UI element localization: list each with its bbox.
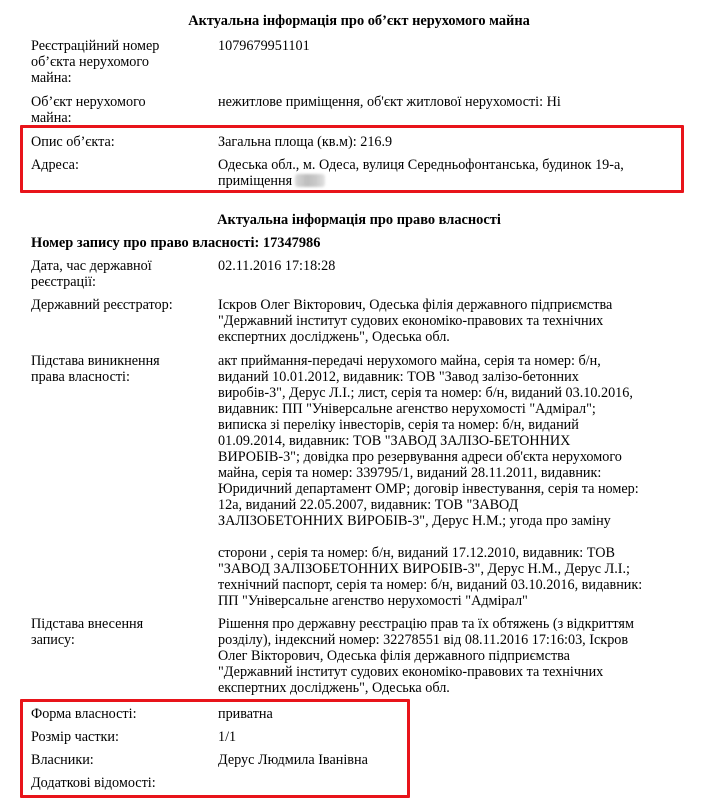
registrar-value: Іскров Олег Вікторович, Одеська філія державного підприємства "Державний інститут судових економіко-правових та технічних експертних досліджень", Одеська обл. xyxy=(218,297,613,345)
registration-date-label: Дата, час державної реєстрації: xyxy=(31,258,152,290)
address-value: Одеська обл., м. Одеса, вулиця Середньофонтанська, будинок 19-а, приміщення xyxy=(218,157,624,189)
share-size-value: 1/1 xyxy=(218,729,237,745)
owners-label: Власники: xyxy=(31,752,94,768)
object-section-title: Актуальна інформація про об’єкт нерухомого майна xyxy=(188,13,530,29)
object-type-value: нежитлове приміщення, об'єкт житлової нерухомості: Ні xyxy=(218,94,561,110)
ownership-form-label: Форма власності: xyxy=(31,706,137,722)
additional-info-label: Додаткові відомості: xyxy=(31,775,156,791)
redacted-blur xyxy=(295,174,325,187)
object-type-label: Об’єкт нерухомого майна: xyxy=(31,94,146,126)
registration-number-label: Реєстраційний номер об’єкта нерухомого майна: xyxy=(31,38,160,86)
ownership-record-header: Номер запису про право власності: 17347986 xyxy=(31,235,321,251)
ownership-form-value: приватна xyxy=(218,706,273,722)
owners-value: Дерус Людмила Іванівна xyxy=(218,752,368,768)
ownership-basis-label: Підстава виникнення права власності: xyxy=(31,353,160,385)
ownership-basis-value: акт приймання-передачі нерухомого майна, серія та номер: б/н, виданий 10.01.2012, видавник: ТОВ "Завод залізо-бетонних виробів-3", Дерус Л.І.; лист, серія та номер: б/н, виданий 03.10.2016, видавник: ПП "Універсальне агенство нерухомості "Адмірал"; виписка зі переліку інвесторів, серія та номер: б/н, виданий 01.09.2014, видавник: ТОВ "ЗАВОД ЗАЛІЗО-БЕТОННИХ ВИРОБІВ-3"; довідка про резервування адреси об'єкта нерухомого майна, серія та номер: 339795/1, виданий 28.11.2011, видавник: Юридичний департамент ОМР; договір інвестування, серія та номер: 12а, виданий 22.05.2007, видавник: ТОВ "ЗАВОД ЗАЛІЗОБЕТОННИХ ВИРОБІВ-3", Дерус Н.М.; угода про заміну сторони , серія та номер: б/н, виданий 17.12.2010, видавник: ТОВ "ЗАВОД ЗАЛІЗОБЕТОННИХ ВИРОБІВ-3", Дерус Н.М., Дерус Л.І.; технічний паспорт, серія та номер: б/н, виданий 03.10.2016, видавник: ПП "Універсальне агенство нерухомості "Адмірал" xyxy=(218,353,643,609)
record-basis-label: Підстава внесення запису: xyxy=(31,616,144,648)
registrar-label: Державний реєстратор: xyxy=(31,297,173,313)
ownership-section-title: Актуальна інформація про право власності xyxy=(217,212,501,228)
share-size-label: Розмір частки: xyxy=(31,729,119,745)
address-label: Адреса: xyxy=(31,157,79,173)
registration-number-value: 1079679951101 xyxy=(218,38,310,54)
object-description-label: Опис об’єкта: xyxy=(31,134,115,150)
object-description-value: Загальна площа (кв.м): 216.9 xyxy=(218,134,393,150)
registration-date-value: 02.11.2016 17:18:28 xyxy=(218,258,336,274)
record-basis-value: Рішення про державну реєстрацію прав та їх обтяжень (з відкриттям розділу), індексний номер: 32278551 від 08.11.2016 17:16:03, Іскров Олег Вікторович, Одеська філія державного підприємства "Державний інститут судових економіко-правових та технічних експертних досліджень", Одеська обл. xyxy=(218,616,634,696)
